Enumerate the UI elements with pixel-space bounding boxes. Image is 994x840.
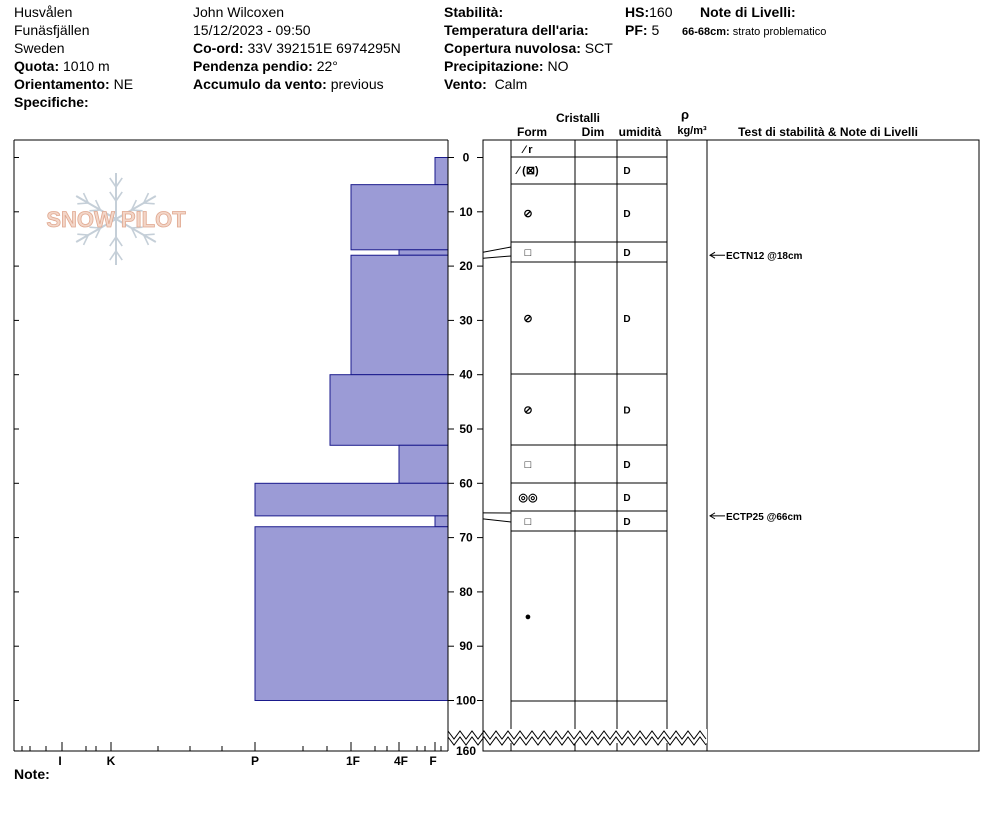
aspect: Orientamento: NE <box>14 76 134 92</box>
hardness-bar <box>399 445 448 483</box>
hardness-bar <box>330 375 448 446</box>
elevation: Quota: 1010 m <box>14 58 110 74</box>
logo-branch <box>144 203 155 204</box>
grain-moisture: D <box>623 405 631 417</box>
grain-form: □ <box>524 516 532 528</box>
cloud-cover: Copertura nuvolosa: SCT <box>444 40 613 56</box>
hardness-bar <box>351 255 448 374</box>
grain-form: ⁄ r <box>523 144 533 156</box>
depth-label: 70 <box>459 530 473 545</box>
grain-form: ⊘ <box>523 404 533 417</box>
depth-label: 50 <box>459 422 473 436</box>
grain-moisture: D <box>623 314 631 325</box>
hardness-label: P <box>250 754 260 768</box>
grain-form: ◎◎ <box>518 492 538 504</box>
air-temperature: Temperatura dell'aria: <box>444 22 589 38</box>
layer-note: 66-68cm: strato problematico <box>682 26 827 38</box>
crystals-header: Cristalli <box>555 111 601 125</box>
hardness-label: K <box>106 754 116 768</box>
depth-label: 60 <box>459 476 473 491</box>
depth-label: 30 <box>459 313 473 328</box>
region: Funäsfjällen <box>14 22 90 38</box>
grain-moisture: D <box>623 248 631 259</box>
layer-connector <box>483 256 511 258</box>
logo-branch <box>144 234 155 235</box>
logo-branch <box>77 203 88 204</box>
depth-label: 0 <box>462 150 470 165</box>
depth-label: 80 <box>459 584 473 599</box>
coordinates: Co-ord: 33V 392151E 6974295N <box>193 40 401 56</box>
moisture-header: umidità <box>618 125 662 139</box>
datetime: 15/12/2023 - 09:50 <box>193 22 311 38</box>
logo-text: SNOW PILOT <box>46 207 186 232</box>
depth-label: 160 <box>455 744 477 758</box>
form-header: Form <box>517 125 547 139</box>
density-unit-header: kg/m³ <box>677 125 707 137</box>
snowflake-logo <box>46 173 186 265</box>
stability-notes-header: Test di stabilità & Note di Livelli <box>738 125 918 139</box>
location: Husvålen <box>14 4 73 20</box>
test-label: ECTP25 @66cm <box>726 511 802 523</box>
logo-branch <box>77 234 88 235</box>
rho-header: ρ <box>680 107 690 122</box>
penetration-foot: PF: 5 <box>625 22 660 38</box>
hardness-bar <box>351 185 448 250</box>
notes-label: Note: <box>14 766 50 782</box>
hardness-bar <box>435 158 448 185</box>
snow-height: HS:160 <box>625 4 673 20</box>
grain-moisture: D <box>623 517 631 528</box>
size-header: Dim <box>581 125 605 139</box>
depth-label: 10 <box>459 204 473 219</box>
country: Sweden <box>14 40 65 56</box>
grain-form: □ <box>524 459 532 471</box>
depth-label: 40 <box>459 367 473 382</box>
hardness-bar <box>255 527 448 701</box>
grain-moisture: D <box>623 209 631 220</box>
grain-form: □ <box>524 247 532 259</box>
slope: Pendenza pendio: 22° <box>193 58 338 74</box>
layer-notes-label: Note di Livelli: <box>700 4 796 20</box>
hardness-bar <box>399 250 448 255</box>
hardness-label: F <box>429 754 437 768</box>
specifics: Specifiche: <box>14 94 89 110</box>
test-label: ECTN12 @18cm <box>726 251 803 263</box>
grain-form: ⊘ <box>523 313 533 325</box>
grain-form: ⁄ (⊠) <box>517 165 539 177</box>
depth-label: 20 <box>459 259 473 274</box>
precipitation: Precipitazione: NO <box>444 58 569 74</box>
grain-form: ● <box>524 611 532 623</box>
wind: Vento: Calm <box>444 76 528 92</box>
layer-connector <box>483 247 511 252</box>
depth-label: 90 <box>459 639 473 654</box>
layer-connector <box>483 519 511 522</box>
hardness-label: I <box>58 754 62 768</box>
wind-loading: Accumulo da vento: previous <box>193 76 384 92</box>
grain-moisture: D <box>623 460 631 471</box>
grain-moisture: D <box>623 493 631 504</box>
stability: Stabilità: <box>444 4 504 20</box>
depth-label: 100 <box>455 693 477 708</box>
grain-form: ⊘ <box>523 208 533 220</box>
grain-moisture: D <box>623 166 631 177</box>
hardness-label: 4F <box>393 754 409 768</box>
observer: John Wilcoxen <box>193 4 285 20</box>
hardness-label: 1F <box>345 754 361 768</box>
hardness-bar <box>435 516 448 527</box>
hardness-bar <box>255 483 448 516</box>
